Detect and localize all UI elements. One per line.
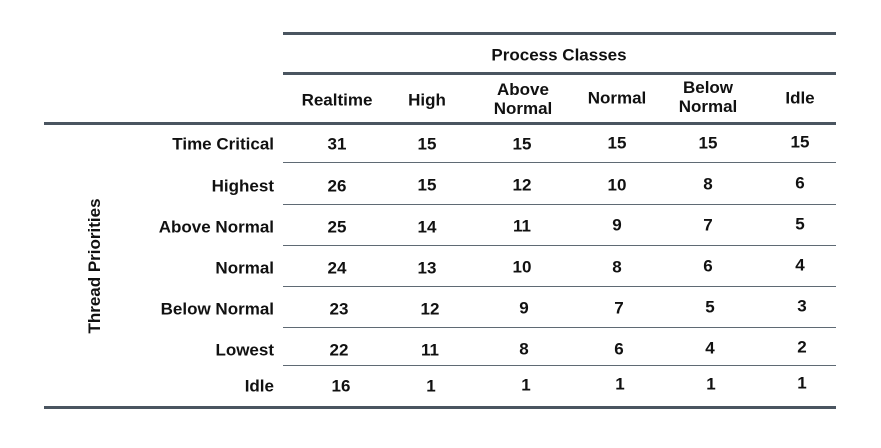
table-cell: 5 — [705, 297, 715, 317]
table-cell: 15 — [790, 132, 810, 152]
row-label: Below Normal — [160, 299, 274, 319]
table-cell: 12 — [420, 299, 440, 319]
table-cell: 4 — [705, 338, 715, 358]
table-cell: 11 — [421, 340, 439, 360]
table-cell: 26 — [327, 176, 347, 196]
column-header: Normal — [587, 88, 647, 108]
table-cell: 15 — [607, 133, 627, 153]
table-cell: 1 — [426, 376, 436, 396]
row-label: Highest — [211, 176, 274, 196]
table-cell: 1 — [706, 374, 716, 394]
row-divider — [283, 327, 836, 328]
table-cell: 3 — [797, 296, 807, 316]
table-cell: 8 — [703, 174, 713, 194]
table-cell: 12 — [512, 175, 532, 195]
table-cell: 25 — [327, 217, 347, 237]
row-label: Time Critical — [172, 134, 274, 154]
row-divider — [283, 286, 836, 287]
table-cell: 10 — [512, 257, 532, 277]
table-cell: 9 — [612, 215, 622, 235]
column-header: High — [408, 90, 446, 110]
table-cell: 8 — [519, 339, 529, 359]
row-divider — [283, 162, 836, 163]
row-label: Normal — [215, 258, 274, 278]
table-cell: 15 — [417, 175, 437, 195]
table-cell: 1 — [615, 374, 625, 394]
column-header: Idle — [785, 88, 815, 108]
row-label: Above Normal — [158, 217, 274, 237]
table-cell: 23 — [329, 299, 349, 319]
table-cell: 1 — [521, 375, 531, 395]
column-header: Below Normal — [678, 78, 738, 116]
table-cell: 6 — [703, 256, 713, 276]
table-cell: 15 — [698, 133, 718, 153]
table-cell: 15 — [512, 134, 532, 154]
table-cell: 6 — [614, 339, 624, 359]
top-rule — [283, 32, 836, 35]
group-header: Process Classes — [491, 45, 627, 65]
table-cell: 6 — [795, 173, 805, 193]
group-header-rule — [283, 72, 836, 75]
table-cell: 16 — [331, 376, 351, 396]
table-cell: 1 — [797, 373, 807, 393]
column-header: Realtime — [301, 90, 373, 110]
table-cell: 7 — [614, 298, 624, 318]
row-label: Lowest — [215, 340, 274, 360]
table-cell: 31 — [327, 134, 347, 154]
table-cell: 7 — [703, 215, 713, 235]
table-cell: 5 — [795, 214, 805, 234]
table-cell: 2 — [797, 337, 807, 357]
row-divider — [283, 204, 836, 205]
table-cell: 10 — [607, 175, 627, 195]
row-label: Idle — [244, 376, 274, 396]
row-divider — [283, 365, 836, 366]
table-cell: 13 — [417, 258, 437, 278]
table-cell: 24 — [327, 258, 347, 278]
column-header: Above Normal — [493, 80, 553, 118]
table-cell: 4 — [795, 255, 805, 275]
table-cell: 15 — [417, 134, 437, 154]
table-cell: 9 — [519, 298, 529, 318]
row-group-label: Thread Priorities — [85, 198, 104, 334]
table-cell: 14 — [417, 217, 437, 237]
header-rule — [44, 122, 836, 125]
table-cell: 22 — [329, 340, 349, 360]
bottom-rule — [44, 406, 836, 409]
table-cell: 11 — [513, 216, 531, 236]
table-cell: 8 — [612, 257, 622, 277]
row-divider — [283, 245, 836, 246]
